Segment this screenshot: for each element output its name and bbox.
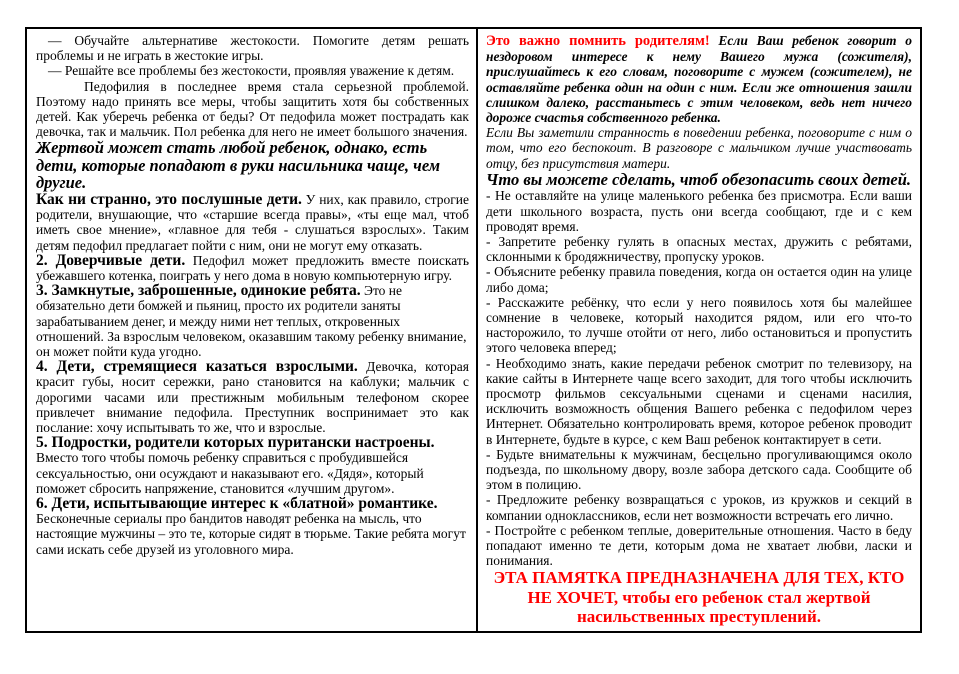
risk-group-5-title: 5. Подростки, родители которых пуритански настроены. <box>36 434 435 452</box>
parents-alert-title: Это важно помнить родителям! <box>485 33 710 49</box>
advice-dash-paragraph-2: — Решайте все проблемы без жестокости, проявляя уважение к детям. <box>48 63 455 79</box>
risk-group-2-title: 2. Доверчивые дети. <box>36 251 186 269</box>
left-column <box>27 29 478 631</box>
tip-item-5: - Необходимо знать, какие передачи ребенок смотрит по телевизору, на какие сайты в Интернете чаще всего заходит, для того чтобы исключить просмотр фильмов сексуальными сценами и сценами насилия, исключить возможность общения Вашего ребенка с педофилом через Интернет. Обязательно контролировать время, которое ребенок проводит в Интернете, будьте в курсе, с кем Ваш ребенок контактирует в сети. <box>485 355 912 447</box>
risk-group-6-title: 6. Дети, испытывающие интерес к «блатной» романтике. <box>36 494 438 512</box>
tip-item-4: - Расскажите ребёнку, что если у него появилось хотя бы малейшее сомнение в человеке, который находится рядом, или его что-то насторожило, то лучше отойти от него, либо остановиться и пропустить этого человека вперед; <box>485 294 912 356</box>
advice-dash-paragraph-1: — Обучайте альтернативе жестокости. Помогите детям решать проблемы и не играть в жестокие игры. <box>36 33 469 64</box>
risk-group-6 <box>36 496 469 557</box>
footer-warning: ЭТА ПАМЯТКА ПРЕДНАЗНАЧЕНА ДЛЯ ТЕХ, КТО НЕ ХОЧЕТ, чтобы его ребенок стал жертвой насильственных преступлений. <box>493 568 905 627</box>
tip-item-3: - Объясните ребенку правила поведения, когда он остается один на улице либо дома; <box>485 264 912 295</box>
tips-list <box>486 188 912 568</box>
risk-group-2 <box>36 253 469 283</box>
tip-item-8: - Постройте с ребенком теплые, доверительные отношения. Часто в беду попадают именно те дети, которым дома не хватает любви, ласки и понимания. <box>485 522 912 569</box>
risk-group-5 <box>36 435 469 496</box>
pamphlet-sheet <box>25 27 922 633</box>
tip-item-6: - Будьте внимательны к мужчинам, бесцельно прогуливающимся около подъезда, по школьному двору, возле забора детского сада. Сообщите об этом в полицию. <box>485 446 912 493</box>
advice-heading: Что вы можете сделать, чтоб обезопасить своих детей. <box>485 169 912 189</box>
risk-group-4 <box>36 359 469 435</box>
tip-item-7: - Предложите ребенку возвращаться с уроков, из кружков и секций в компании одноклассников, если нет возможности встречать его лично. <box>485 492 912 523</box>
risk-group-4-text: Девочка, которая красит губы, носит сережки, рано становится на каблуки; мальчик с дорогими часами или престижным мобильным телефоном скорее привлечет внимание педофила. Преступник воспринимает это как послание: хочу испытывать то же, что и взрослые. <box>36 359 469 435</box>
risk-group-5-text: Вместо того чтобы помочь ребенку справиться с пробудившейся сексуальностью, они осуждают и наказывают его. «Дядя», который поможет сбросить напряжение, становится «лучшим другом». <box>36 450 424 496</box>
risk-group-3 <box>36 283 469 359</box>
risk-group-3-text: Это не обязательно дети бомжей и пьяниц, просто их родители заняты зарабатыванием денег, и между ними нет теплых, откровенных отношений. За взрослым человеком, оказавшим такому ребенку внимание, он может пойти куда угодно. <box>36 283 467 359</box>
parents-alert-text: Если Ваш ребенок говорит о нездоровом интересе к нему Вашего мужа (сожителя), прислушайтесь к его словам, поговорите с мужем (сожителем), не оставляйте ребенка один на один с ним. Если же отношения зашли слишком далеко, расстаньтесь с этим человеком, ведь нет ничего дороже счастья собственного ребенка. <box>485 33 912 126</box>
victim-heading: Жертвой может стать любой ребенок, однако, есть дети, которые попадают в руки насильника чаще, чем другие. <box>36 138 441 193</box>
risk-group-4-title: 4. Дети, стремящиеся казаться взрослыми. <box>36 358 358 376</box>
risk-group-1-title: Как ни странно, это послушные дети. <box>36 190 302 208</box>
tip-item-2: - Запретите ребенку гулять в опасных местах, дружить с ребятами, склонными к бродяжничеству, пропуску уроков. <box>485 233 912 265</box>
parents-alert-paragraph <box>486 33 912 125</box>
risk-group-2-text: Педофил может предложить вместе поискать убежавшего котенка, поиграть у него дома в новую компьютерную игру. <box>36 252 469 283</box>
risk-group-3-title: 3. Замкнутые, заброшенные, одинокие ребята. <box>36 282 361 300</box>
risk-group-1-text: У них, как правило, строгие родители, внушающие, что «старшие всегда правы», «ты еще мал, чтоб иметь свое мнение», «главное для тебя - слушаться взрослых». Таким детям педофил предлагает пойти с ним, они не могут ему отказать. <box>36 191 469 253</box>
risk-group-6-text: Бесконечные сериалы про бандитов наводят ребенка на мысль, что настоящие мужчины – это те, которые сидят в тюрьме. Такие ребята могут сами искать себе друзей из уголовного мира. <box>36 511 466 557</box>
tip-item-1: - Не оставляйте на улице маленького ребенка без присмотра. Если ваши дети школьного возраста, пусть они всегда сообщают, где и с кем проводят время. <box>485 188 912 234</box>
pedophilia-intro-paragraph: Педофилия в последнее время стала серьезной проблемой. Поэтому надо принять все меры, чтобы защитить хотя бы собственных детей. Как уберечь ребенка от беды? От педофила может пострадать как девочка, так и мальчик. Пол ребенка для него не имеет большого значения. <box>36 78 469 140</box>
behavior-note-paragraph: Если Вы заметили странность в поведении ребенка, поговорите с ним о том, что его беспокоит. В разговоре с мальчиком лучше участвовать отцу, без присутствия матери. <box>485 125 912 171</box>
right-column <box>478 29 920 631</box>
risk-group-1 <box>36 192 469 253</box>
